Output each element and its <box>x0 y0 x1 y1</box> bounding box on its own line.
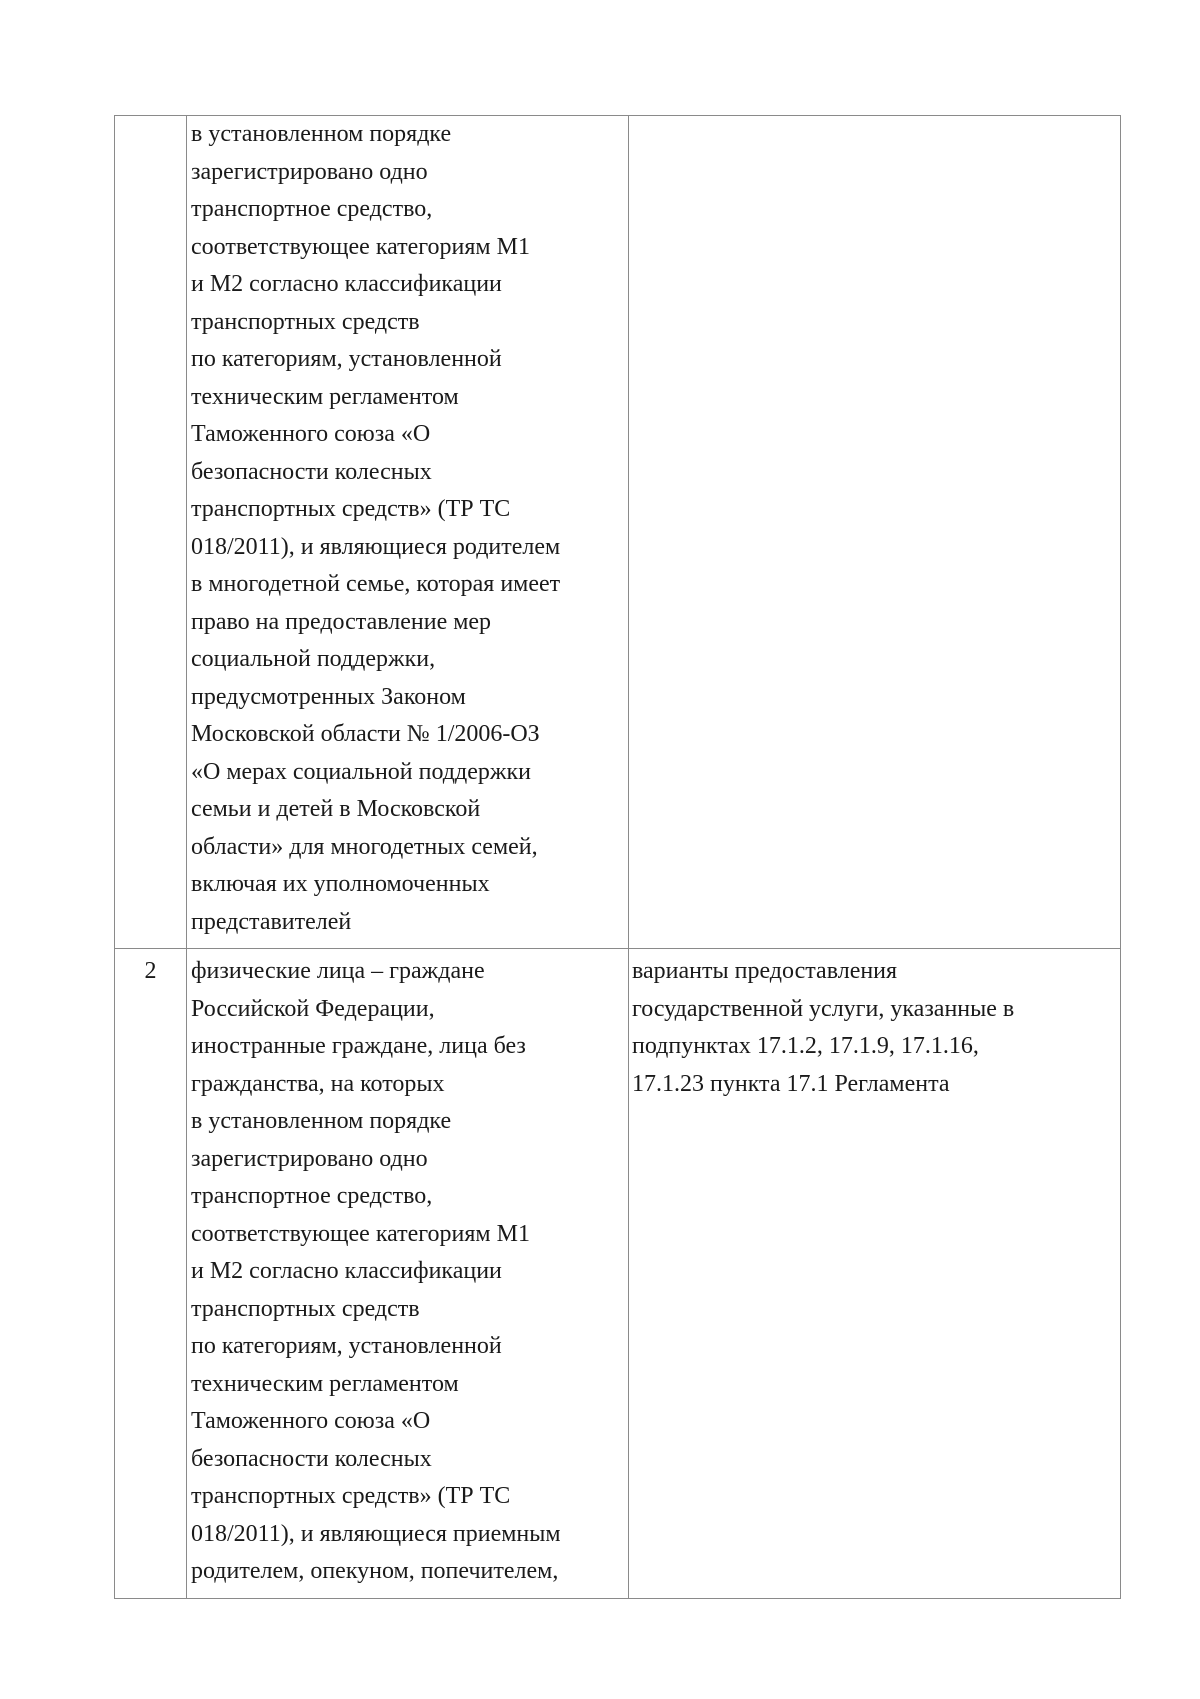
row-number-cell <box>115 949 187 1599</box>
description-line: транспортных средств» (ТР ТС <box>191 1483 511 1509</box>
document-table <box>114 115 1121 1599</box>
description-line: и М2 согласно классификации <box>191 271 502 297</box>
description-line: по категориям, установленной <box>191 1333 502 1359</box>
description-line: представителей <box>191 908 352 935</box>
applicant-description-cell <box>187 949 629 1599</box>
table-row <box>115 949 1121 1599</box>
description-line: социальной поддержки, <box>191 646 436 672</box>
description-line: в установленном порядке <box>191 121 452 147</box>
description-line: Таможенного союза «О <box>191 421 431 447</box>
description-line: области» для многодетных семей, <box>191 833 538 860</box>
service-variants-cell <box>629 116 1121 949</box>
description-line: зарегистрировано одно <box>191 1145 428 1172</box>
applicant-description-cell <box>187 116 629 949</box>
description-line: предусмотренных Законом <box>191 683 466 710</box>
description-line: транспортных средств <box>191 1295 420 1322</box>
variant-line: подпунктах 17.1.2, 17.1.9, 17.1.16, <box>632 1033 979 1059</box>
description-line: техническим регламентом <box>191 383 459 410</box>
description-line: иностранные граждане, лица без <box>191 1033 526 1059</box>
description-line: право на предоставление мер <box>191 608 492 635</box>
description-line: Московской области № 1/2006-ОЗ <box>191 721 540 747</box>
description-line: транспортное средство, <box>191 196 433 222</box>
description-line: «О мерах социальной поддержки <box>191 758 531 785</box>
description-line: в многодетной семье, которая имеет <box>191 571 561 597</box>
variant-line: варианты предоставления <box>632 958 898 984</box>
variant-line: государственной услуги, указанные в <box>632 995 1015 1022</box>
description-line: включая их уполномоченных <box>191 871 490 897</box>
description-line: транспортных средств <box>191 308 420 335</box>
description-line: транспортное средство, <box>191 1183 433 1209</box>
row-number: 2 <box>144 958 157 984</box>
description-line: и М2 согласно классификации <box>191 1258 502 1284</box>
description-line: Таможенного союза «О <box>191 1408 431 1434</box>
description-line: 018/2011), и являющиеся родителем <box>191 533 561 560</box>
description-line: зарегистрировано одно <box>191 158 428 185</box>
description-line: безопасности колесных <box>191 458 432 485</box>
description-line: в установленном порядке <box>191 1108 452 1134</box>
service-variants-cell <box>629 949 1121 1599</box>
description-line: транспортных средств» (ТР ТС <box>191 496 511 522</box>
description-line: соответствующее категориям М1 <box>191 233 530 260</box>
table-row <box>115 116 1121 949</box>
description-line: безопасности колесных <box>191 1445 432 1472</box>
description-line: физические лица – граждане <box>191 958 485 984</box>
description-line: соответствующее категориям М1 <box>191 1220 530 1247</box>
row-number-cell <box>115 116 187 949</box>
description-line: по категориям, установленной <box>191 346 502 372</box>
description-line: гражданства, на которых <box>191 1070 445 1097</box>
description-line: 018/2011), и являющиеся приемным <box>191 1520 561 1547</box>
variant-line: 17.1.23 пункта 17.1 Регламента <box>632 1070 950 1097</box>
description-line: семьи и детей в Московской <box>191 796 481 822</box>
description-line: Российской Федерации, <box>191 995 435 1022</box>
description-line: родителем, опекуном, попечителем, <box>191 1558 559 1584</box>
description-line: техническим регламентом <box>191 1370 459 1397</box>
